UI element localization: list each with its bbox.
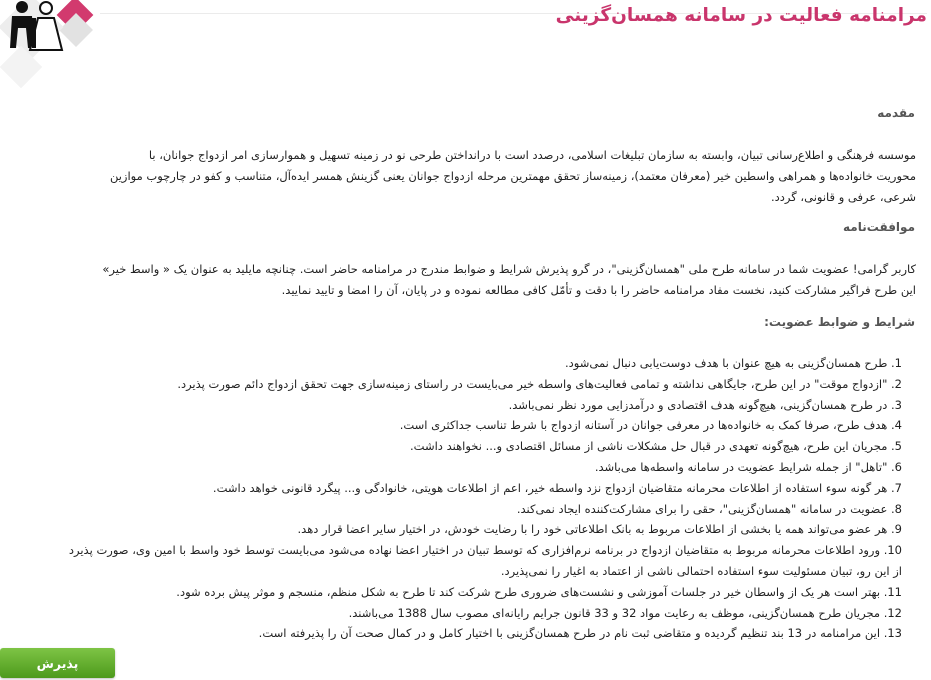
intro-line: شرعی، عرفی و قانونی، گردد. (771, 190, 916, 204)
couple-logo-icon (0, 0, 100, 95)
intro-heading: مقدمه (877, 106, 915, 120)
term-item: 11. بهتر است هر یک از واسطان خیر در جلسات آموزشی و نشست‌های ضروری طرح شرکت کند تا طرح به شکل منظم، منسجم و موثر پیش برده شود. (176, 584, 902, 599)
term-item: 1. طرح همسان‌گزینی به هیچ عنوان با هدف دوست‌یابی دنبال نمی‌شود. (565, 356, 902, 370)
term-item: 9. هر عضو می‌تواند همه یا بخشی از اطلاعات مربوط به بانک اطلاعاتی خود را با رضایت خودش، در اختیار سایر اعضا قرار دهد. (297, 522, 902, 537)
term-item: 3. در طرح همسان‌گزینی، هیچ‌گونه هدف اقتصادی و درآمدزایی مورد نظر نمی‌باشد. (508, 397, 902, 412)
accept-button[interactable]: پذیرش (0, 648, 115, 678)
term-item: 10. ورود اطلاعات محرمانه مربوط به متقاضیان ازدواج در برنامه نرم‌افزاری که توسط تبیان در اختیار اعضا نهاده می‌شود می‌بایست توسط خود واسط با امین وی، صورت پذیرد (68, 543, 902, 558)
agreement-heading: موافقت‌نامه (843, 220, 915, 234)
term-item: 8. عضویت در سامانه "همسان‌گزینی"، حقی را برای مشارکت‌کننده ایجاد نمی‌کند. (516, 501, 902, 516)
page-title: مرامنامه فعالیت در سامانه همسان‌گزینی (555, 5, 927, 26)
terms-list (69, 353, 902, 644)
intro-paragraph (0, 145, 916, 208)
term-item: 6. "تاهل" از جمله شرایط عضویت در سامانه واسطه‌ها می‌باشد. (594, 459, 902, 474)
term-item: 13. این مرامنامه در 13 بند تنظیم گردیده و متقاضی ثبت نام در طرح همسان‌گزینی با اختیار کامل و در کمال صحت آن را پذیرفته است. (258, 626, 902, 641)
term-item: از این رو، تبیان مسئولیت سوء استفاده احتمالی ناشی از اعتماد به اغیار را نمی‌پذیرد. (500, 563, 902, 578)
intro-line: محوریت خانواده‌ها و همراهی واسطین خیر (معرفان معتمد)، زمینه‌ساز تحقق مهمترین مرحله ازدواج جوانان یعنی گزینش همسر ایده‌آل، متناسب و کفو در چارچوب موازین (109, 169, 916, 183)
page-header (0, 0, 931, 95)
intro-line: موسسه فرهنگی و اطلاع‌رسانی تبیان، وابسته به سازمان تبلیغات اسلامی، درصدد است با درانداختن طرحی نو در زمینه تسهیل و هموارسازی امر ازدواج جوانان، با (148, 148, 916, 162)
agreement-line: کاربر گرامی! عضویت شما در سامانه طرح ملی "همسان‌گزینی"، در گرو پذیرش شرایط و ضوابط مندرج در مرامنامه حاضر است. چنانچه مایلید به عنوان یک « واسط خیر» (102, 262, 916, 276)
agreement-paragraph (0, 259, 916, 301)
term-item: 7. هر گونه سوء استفاده از اطلاعات محرمانه متقاضیان ازدواج نزد واسطه خیر، اعم از اطلاعات هویتی، خانوادگی و... پیگرد قانونی خواهد داشت. (212, 480, 902, 495)
term-item: 2. "ازدواج موقت" در این طرح، جایگاهی نداشته و تمامی فعالیت‌های واسطه خیر می‌بایست در راستای زمینه‌سازی جهت تحقق ازدواج دائم صورت پذیرد. (177, 376, 902, 391)
term-item: 5. مجریان این طرح، هیچ‌گونه تعهدی در قبال حل مشکلات ناشی از مسائل اقتصادی و... نخواهند داشت. (410, 439, 902, 454)
term-item: 12. مجریان طرح همسان‌گزینی، موظف به رعایت مواد 32 و 33 قانون جرایم رایانه‌ای مصوب سال 1388 می‌باشند. (348, 605, 902, 620)
terms-heading: شرایط و ضوابط عضویت: (764, 315, 915, 329)
term-item: 4. هدف طرح، صرفا کمک به خانواده‌ها در معرفی جوانان در آستانه ازدواج با شرط تناسب جداکثری است. (399, 418, 902, 433)
agreement-line: این طرح فراگیر مشارکت کنید، نخست مفاد مرامنامه حاضر را با دقت و تأمّل کافی مطالعه نموده و در پایان، آن را امضا و تایید نمایید. (281, 283, 916, 297)
